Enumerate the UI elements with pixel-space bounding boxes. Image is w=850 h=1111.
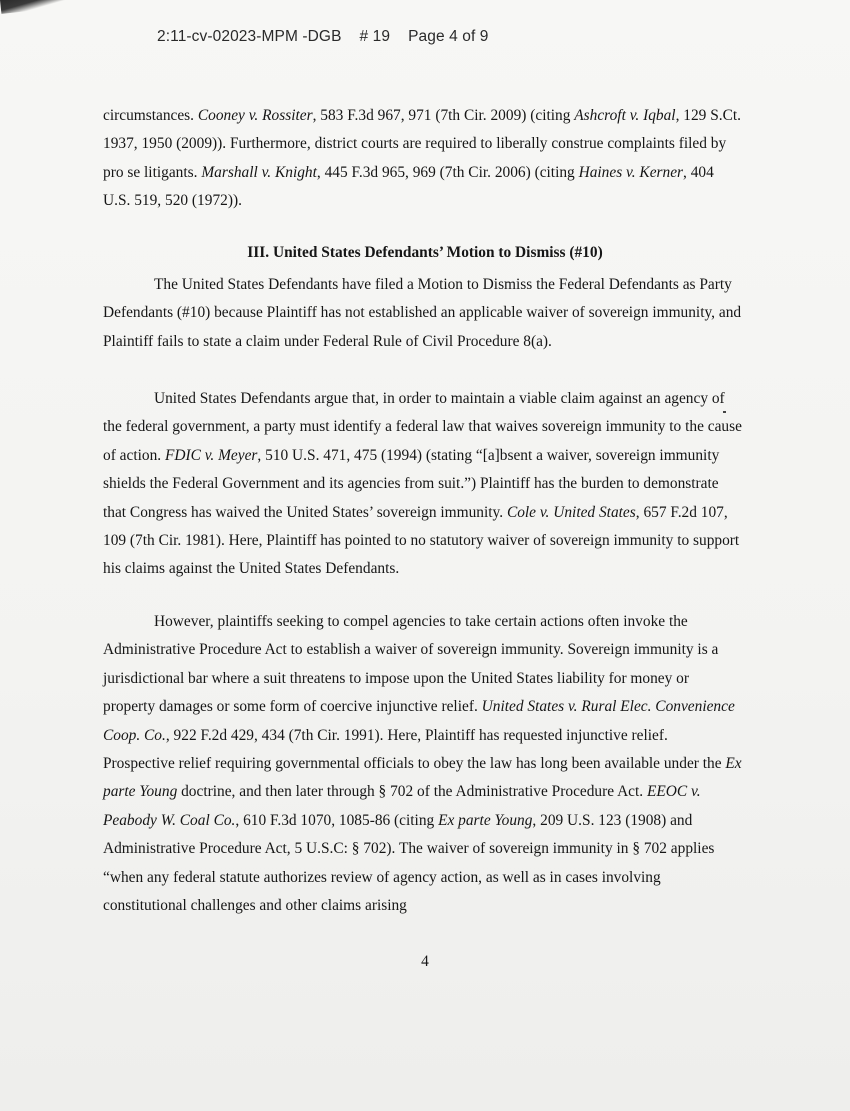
scan-speck: [723, 411, 726, 413]
scan-edge-mark: [0, 0, 71, 14]
court-header-stamp: [157, 28, 489, 46]
text-run: , 129 S.Ct. 1937, 1950 (2009)). Furthermore, district courts are required to liberally construe complaints filed by pro se litigants.: [103, 107, 742, 181]
section-heading: III. United States Defendants’ Motion to Dismiss (#10): [247, 244, 603, 261]
paragraph-text: [103, 608, 743, 920]
text-run: , 404 U.S. 519, 520 (1972)).: [103, 163, 714, 210]
paragraph-text: [103, 385, 743, 584]
case-citation: Cole v. United States: [506, 503, 636, 521]
case-citation: Ex parte Young: [438, 811, 533, 829]
text-run: , 610 F.3d 1070, 1085-86 (citing: [235, 811, 439, 829]
text-run: , 583 F.3d 967, 971 (7th Cir. 2009) (citing: [312, 107, 575, 124]
text-run: circumstances.: [103, 107, 198, 124]
paragraph-motion-summary: [103, 271, 743, 356]
case-citation: Cooney v. Rossiter: [197, 107, 313, 124]
case-citation: FDIC v. Meyer: [164, 446, 258, 464]
paragraph-text: [103, 102, 743, 216]
case-citation: United States v. Rural Elec. Convenience Coop. Co.: [103, 698, 735, 744]
text-run: doctrine, and then later through § 702 of the Administrative Procedure Act.: [177, 783, 647, 801]
case-citation: EEOC v. Peabody W. Coal Co.: [103, 783, 701, 829]
page-label: Page 4 of 9: [408, 28, 489, 45]
case-citation: Ashcroft v. Iqbal: [574, 107, 676, 124]
page-number: 4: [421, 953, 429, 970]
case-citation: Haines v. Kerner: [578, 163, 684, 181]
text-run: , 445 F.3d 965, 969 (7th Cir. 2006) (citing: [316, 163, 579, 181]
paragraph-sovereign-immunity: [103, 385, 743, 584]
case-citation: Marshall v. Knight: [201, 163, 317, 181]
case-citation: Ex parte Young: [103, 755, 742, 801]
text-run: , 209 U.S. 123 (1908) and Administrative Procedure Act, 5 U.S.C: § 702). The waiver of sovereign immunity in § 702 applies “when any federal statute authorizes review of agency action, as well as in cases involving constitutional challenges and other claims arising: [103, 811, 715, 915]
text-run: , 510 U.S. 471, 475 (1994) (stating “[a]bsent a waiver, sovereign immunity shields the Federal Government and its agencies from suit.”) Plaintiff has the burden to demonstrate that Congress has waived the United States’ sovereign immunity.: [103, 446, 720, 521]
text-run: United States Defendants argue that, in order to maintain a viable claim against an agency of the federal government, a party must identify a federal law that waives sovereign immunity to the cause of action.: [103, 390, 742, 464]
paragraph-continuation: [103, 102, 743, 216]
text-run: The United States Defendants have filed a Motion to Dismiss the Federal Defendants as Party Defendants (#10) because Plaintiff has not established an applicable waiver of sovereign immunity, and Plaintiff fails to state a claim under Federal Rule of Civil Procedure 8(a).: [103, 276, 742, 350]
document-number: # 19: [359, 28, 391, 45]
case-number: 2:11-cv-02023-MPM -DGB: [157, 28, 342, 45]
text-run: , 657 F.2d 107, 109 (7th Cir. 1981). Here, Plaintiff has pointed to no statutory waiver of sovereign immunity to support his claims against the United States Defendants.: [103, 503, 740, 578]
paragraph-text: [103, 271, 743, 356]
text-run: , 922 F.2d 429, 434 (7th Cir. 1991). Here, Plaintiff has requested injunctive relief. Prospective relief requiring governmental officials to obey the law has long been available under the: [103, 726, 726, 773]
text-run: However, plaintiffs seeking to compel agencies to take certain actions often invoke the Administrative Procedure Act to establish a waiver of sovereign immunity. Sovereign immunity is a jurisdictional bar where a suit threatens to impose upon the United States liability for money or property damages or some form of coercive injunctive relief.: [103, 613, 719, 716]
paragraph-administrative-procedure-act: [103, 608, 743, 920]
